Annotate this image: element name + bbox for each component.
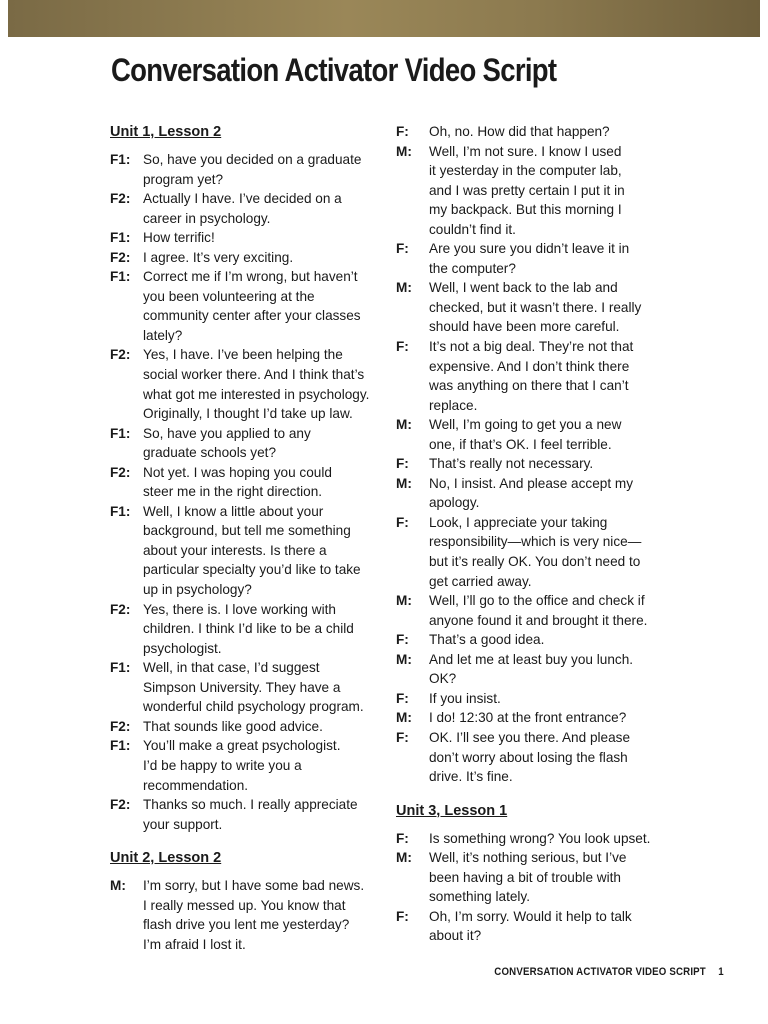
dialogue-line <box>396 907 666 927</box>
dialogue-text: wonderful child psychology program. <box>143 699 364 715</box>
dialogue-text: Well, I’ll go to the office and check if <box>429 593 645 609</box>
speaker-label: F: <box>396 514 409 530</box>
dialogue-line <box>396 887 666 907</box>
dialogue-line <box>110 189 380 209</box>
dialogue-line <box>110 896 380 916</box>
dialogue-text: your support. <box>143 816 223 832</box>
dialogue-line <box>396 454 666 474</box>
dialogue-text: Correct me if I’m wrong, but haven’t <box>143 269 358 285</box>
speaker-label: M: <box>396 651 412 667</box>
dialogue-text: steer me in the right direction. <box>143 484 323 500</box>
dialogue-text: So, have you decided on a graduate <box>143 152 362 167</box>
speaker-label <box>396 376 429 396</box>
dialogue-text: anyone found it and brought it there. <box>429 612 648 628</box>
dialogue-text: It’s not a big deal. They’re not that <box>429 339 634 355</box>
dialogue-text: my backpack. But this morning I <box>429 202 622 218</box>
dialogue-line <box>396 357 666 377</box>
dialogue-text: recommendation. <box>143 777 249 793</box>
footer-label: CONVERSATION ACTIVATOR VIDEO SCRIPT <box>494 966 707 978</box>
speaker-label <box>110 170 143 190</box>
dialogue-text: you been volunteering at the <box>143 288 315 304</box>
dialogue-line <box>110 267 380 287</box>
speaker-label <box>110 287 143 307</box>
speaker-label <box>396 200 429 220</box>
speaker-label: F: <box>396 908 409 924</box>
speaker-label: F: <box>396 124 409 139</box>
section-heading: Unit 2, Lesson 2 <box>110 850 222 867</box>
dialogue-line <box>110 443 380 463</box>
speaker-label <box>396 493 429 513</box>
dialogue-text: And let me at least buy you lunch. <box>429 651 634 667</box>
dialogue-line <box>110 658 380 678</box>
dialogue-text: I do! 12:30 at the front entrance? <box>429 710 627 726</box>
dialogue-line <box>396 415 666 435</box>
speaker-label <box>110 541 143 561</box>
speaker-label <box>396 611 429 631</box>
dialogue-text: expensive. And I don’t think there <box>429 358 630 374</box>
dialogue-line <box>396 767 666 787</box>
dialogue-line <box>110 170 380 190</box>
speaker-label: F: <box>396 729 409 745</box>
dialogue-line <box>110 915 380 935</box>
speaker-label <box>396 357 429 377</box>
dialogue-line <box>396 708 666 728</box>
speaker-label: F2: <box>110 797 131 813</box>
speaker-label <box>396 435 429 455</box>
dialogue-text: and I was pretty certain I put it in <box>429 182 625 198</box>
script-section <box>110 848 380 954</box>
speaker-label <box>110 326 143 346</box>
speaker-label: M: <box>396 850 412 866</box>
dialogue-line <box>110 935 380 955</box>
dialogue-line <box>396 689 666 709</box>
dialogue-text: checked, but it wasn’t there. I really <box>429 299 642 315</box>
speaker-label: F2: <box>110 191 131 207</box>
speaker-label <box>396 532 429 552</box>
speaker-label <box>110 935 143 955</box>
speaker-label: F: <box>396 456 409 472</box>
dialogue-text: one, if that’s OK. I feel terrible. <box>429 436 612 452</box>
dialogue-text: Not yet. I was hoping you could <box>143 464 332 480</box>
speaker-label <box>396 317 429 337</box>
dialogue-text: should have been more careful. <box>429 319 620 335</box>
speaker-label: F2: <box>110 249 131 265</box>
dialogue-line <box>396 552 666 572</box>
speaker-label <box>396 669 429 689</box>
speaker-label <box>110 697 143 717</box>
speaker-label <box>110 580 143 600</box>
dialogue-line <box>110 306 380 326</box>
dialogue-text: You’ll make a great psychologist. <box>143 738 341 754</box>
dialogue-line <box>396 317 666 337</box>
speaker-label <box>396 887 429 907</box>
page-footer <box>494 966 724 978</box>
dialogue-text: OK. I’ll see you there. And please <box>429 729 631 745</box>
speaker-label <box>110 896 143 916</box>
speaker-label <box>110 209 143 229</box>
dialogue-line <box>110 385 380 405</box>
dialogue-line <box>110 209 380 229</box>
dialogue-line <box>396 591 666 611</box>
dialogue-line <box>110 521 380 541</box>
dialogue-text: Look, I appreciate your taking <box>429 514 608 530</box>
dialogue-line <box>396 829 666 849</box>
script-section <box>110 122 380 834</box>
speaker-label <box>110 678 143 698</box>
dialogue-line <box>396 181 666 201</box>
dialogue-text: career in psychology. <box>143 210 271 226</box>
speaker-label: F1: <box>110 660 131 676</box>
speaker-label <box>110 815 143 835</box>
dialogue-line <box>110 580 380 600</box>
dialogue-text: Simpson University. They have a <box>143 679 341 695</box>
speaker-label: F1: <box>110 269 131 285</box>
dialogue-text: couldn’t find it. <box>429 221 516 237</box>
speaker-label <box>396 926 429 946</box>
dialogue-line <box>110 639 380 659</box>
speaker-label <box>110 560 143 580</box>
dialogue-text: it yesterday in the computer lab, <box>429 163 622 179</box>
speaker-label <box>396 161 429 181</box>
speaker-label: F1: <box>110 738 131 754</box>
speaker-label: F: <box>396 339 409 355</box>
dialogue-text: been having a bit of trouble with <box>429 869 621 885</box>
dialogue-text: OK? <box>429 671 457 687</box>
speaker-label <box>396 298 429 318</box>
dialogue-text: So, have you applied to any <box>143 425 311 441</box>
speaker-label: F2: <box>110 718 131 734</box>
dialogue-line <box>396 239 666 259</box>
section-heading: Unit 3, Lesson 1 <box>396 802 508 819</box>
dialogue-text: I’d be happy to write you a <box>143 757 302 773</box>
speaker-label: F1: <box>110 425 131 441</box>
dialogue-line <box>110 248 380 268</box>
dialogue-text: Well, I know a little about your <box>143 503 324 519</box>
speaker-label: F1: <box>110 230 131 246</box>
dialogue-text: apology. <box>429 495 480 511</box>
dialogue-text: Well, I went back to the lab and <box>429 280 618 296</box>
speaker-label <box>110 756 143 776</box>
dialogue-line <box>396 493 666 513</box>
dialogue-text: program yet? <box>143 171 224 187</box>
dialogue-text: Originally, I thought I’d take up law. <box>143 406 353 422</box>
dialogue-text: Oh, no. How did that happen? <box>429 124 610 139</box>
dialogue-text: replace. <box>429 397 478 413</box>
dialogue-line <box>110 795 380 815</box>
dialogue-text: get carried away. <box>429 573 532 589</box>
dialogue-line <box>396 474 666 494</box>
speaker-label <box>396 552 429 572</box>
dialogue-text: I agree. It’s very exciting. <box>143 249 294 265</box>
dialogue-line <box>110 619 380 639</box>
dialogue-text: community center after your classes <box>143 308 361 324</box>
dialogue-text: Well, in that case, I’d suggest <box>143 660 320 676</box>
dialogue-text: graduate schools yet? <box>143 445 277 461</box>
dialogue-line <box>396 259 666 279</box>
dialogue-text: Well, it’s nothing serious, but I’ve <box>429 850 627 866</box>
dialogue-line <box>110 815 380 835</box>
dialogue-line <box>396 572 666 592</box>
dialogue-line <box>110 756 380 776</box>
dialogue-text: Well, I’m going to get you a new <box>429 417 622 433</box>
dialogue-text: background, but tell me something <box>143 523 351 539</box>
dialogue-text: children. I think I’d like to be a child <box>143 621 354 637</box>
dialogue-line <box>396 926 666 946</box>
dialogue-text: How terrific! <box>143 230 215 246</box>
speaker-label <box>110 306 143 326</box>
section-spacer <box>110 834 380 848</box>
speaker-label: M: <box>396 475 412 491</box>
speaker-label: F: <box>396 830 409 846</box>
dialogue-text: Thanks so much. I really appreciate <box>143 797 358 813</box>
dialogue-text: what got me interested in psychology. <box>143 386 370 402</box>
speaker-label <box>110 365 143 385</box>
dialogue-text: about it? <box>429 928 482 944</box>
dialogue-text: That sounds like good advice. <box>143 718 323 734</box>
dialogue-line <box>396 396 666 416</box>
dialogue-line <box>110 463 380 483</box>
dialogue-text: I’m sorry, but I have some bad news. <box>143 878 365 894</box>
dialogue-line <box>396 650 666 670</box>
dialogue-text: I really messed up. You know that <box>143 897 346 913</box>
dialogue-line <box>110 876 380 896</box>
speaker-label <box>396 572 429 592</box>
dialogue-text: Yes, I have. I’ve been helping the <box>143 347 343 363</box>
section-heading: Unit 1, Lesson 2 <box>110 124 222 140</box>
page-title: Conversation Activator Video Script <box>111 52 557 88</box>
dialogue-line <box>396 532 666 552</box>
dialogue-line <box>396 435 666 455</box>
dialogue-text: Well, I’m not sure. I know I used <box>429 143 622 159</box>
dialogue-text: Oh, I’m sorry. Would it help to talk <box>429 908 632 924</box>
speaker-label: F: <box>396 241 409 257</box>
header-band <box>8 0 760 37</box>
dialogue-text: about your interests. Is there a <box>143 542 327 558</box>
speaker-label: M: <box>110 878 126 894</box>
speaker-label <box>110 619 143 639</box>
dialogue-text: I’m afraid I lost it. <box>143 936 246 952</box>
dialogue-text: was anything on there that I can’t <box>429 378 629 394</box>
speaker-label: F2: <box>110 601 131 617</box>
dialogue-text: Yes, there is. I love working with <box>143 601 336 617</box>
dialogue-line <box>396 513 666 533</box>
dialogue-line <box>110 678 380 698</box>
script-section <box>396 122 666 787</box>
dialogue-line <box>396 337 666 357</box>
dialogue-line <box>110 345 380 365</box>
dialogue-text: drive. It’s fine. <box>429 769 513 785</box>
speaker-label <box>396 181 429 201</box>
dialogue-text: social worker there. And I think that’s <box>143 367 365 383</box>
dialogue-text: That’s really not necessary. <box>429 456 594 472</box>
dialogue-line <box>110 776 380 796</box>
speaker-label <box>110 404 143 424</box>
dialogue-line <box>110 697 380 717</box>
dialogue-text: the computer? <box>429 260 516 276</box>
dialogue-text: responsibility—which is very nice— <box>429 534 642 550</box>
dialogue-line <box>110 736 380 756</box>
dialogue-line <box>110 424 380 444</box>
dialogue-line <box>396 748 666 768</box>
dialogue-text: Are you sure you didn’t leave it in <box>429 241 630 257</box>
speaker-label <box>396 259 429 279</box>
dialogue-line <box>396 630 666 650</box>
speaker-label <box>396 396 429 416</box>
dialogue-line <box>110 600 380 620</box>
dialogue-line <box>110 404 380 424</box>
dialogue-line <box>396 122 666 142</box>
dialogue-text: psychologist. <box>143 640 222 656</box>
speaker-label <box>110 639 143 659</box>
dialogue-line <box>396 611 666 631</box>
speaker-label <box>396 748 429 768</box>
dialogue-line <box>110 150 380 170</box>
speaker-label <box>110 443 143 463</box>
dialogue-line <box>110 287 380 307</box>
dialogue-line <box>110 365 380 385</box>
speaker-label: M: <box>396 143 412 159</box>
dialogue-line <box>396 868 666 888</box>
speaker-label <box>110 521 143 541</box>
dialogue-line <box>396 142 666 162</box>
speaker-label: M: <box>396 417 412 433</box>
dialogue-line <box>396 848 666 868</box>
dialogue-text: Is something wrong? You look upset. <box>429 830 651 846</box>
dialogue-line <box>110 326 380 346</box>
speaker-label <box>110 915 143 935</box>
speaker-label <box>110 482 143 502</box>
dialogue-text: but it’s really OK. You don’t need to <box>429 554 641 570</box>
dialogue-line <box>110 541 380 561</box>
page-number: 1 <box>718 966 724 978</box>
speaker-label: F1: <box>110 152 131 167</box>
dialogue-line <box>396 278 666 298</box>
dialogue-text: don’t worry about losing the flash <box>429 749 628 765</box>
left-column <box>110 122 380 954</box>
dialogue-line <box>396 220 666 240</box>
speaker-label <box>110 385 143 405</box>
dialogue-line <box>110 482 380 502</box>
speaker-label: M: <box>396 710 412 726</box>
dialogue-line <box>396 161 666 181</box>
dialogue-text: If you insist. <box>429 690 501 706</box>
speaker-label <box>396 868 429 888</box>
dialogue-line <box>396 728 666 748</box>
dialogue-text: particular specialty you’d like to take <box>143 562 361 578</box>
dialogue-line <box>396 200 666 220</box>
speaker-label <box>396 767 429 787</box>
dialogue-text: lately? <box>143 327 183 343</box>
speaker-label: F1: <box>110 503 131 519</box>
right-column <box>396 122 666 946</box>
dialogue-line <box>110 228 380 248</box>
speaker-label <box>110 776 143 796</box>
dialogue-line <box>110 717 380 737</box>
section-spacer <box>396 787 666 801</box>
dialogue-text: Actually I have. I’ve decided on a <box>143 191 342 207</box>
dialogue-text: something lately. <box>429 889 530 905</box>
speaker-label: F: <box>396 690 409 706</box>
dialogue-line <box>396 298 666 318</box>
script-section <box>396 801 666 946</box>
dialogue-text: No, I insist. And please accept my <box>429 475 634 491</box>
dialogue-line <box>110 502 380 522</box>
speaker-label: M: <box>396 593 412 609</box>
speaker-label: F2: <box>110 347 131 363</box>
speaker-label: M: <box>396 280 412 296</box>
dialogue-text: That’s a good idea. <box>429 632 545 648</box>
speaker-label: F: <box>396 632 409 648</box>
dialogue-line <box>396 669 666 689</box>
dialogue-line <box>110 560 380 580</box>
dialogue-text: up in psychology? <box>143 582 252 598</box>
dialogue-text: flash drive you lent me yesterday? <box>143 917 350 933</box>
dialogue-line <box>396 376 666 396</box>
speaker-label <box>396 220 429 240</box>
speaker-label: F2: <box>110 464 131 480</box>
